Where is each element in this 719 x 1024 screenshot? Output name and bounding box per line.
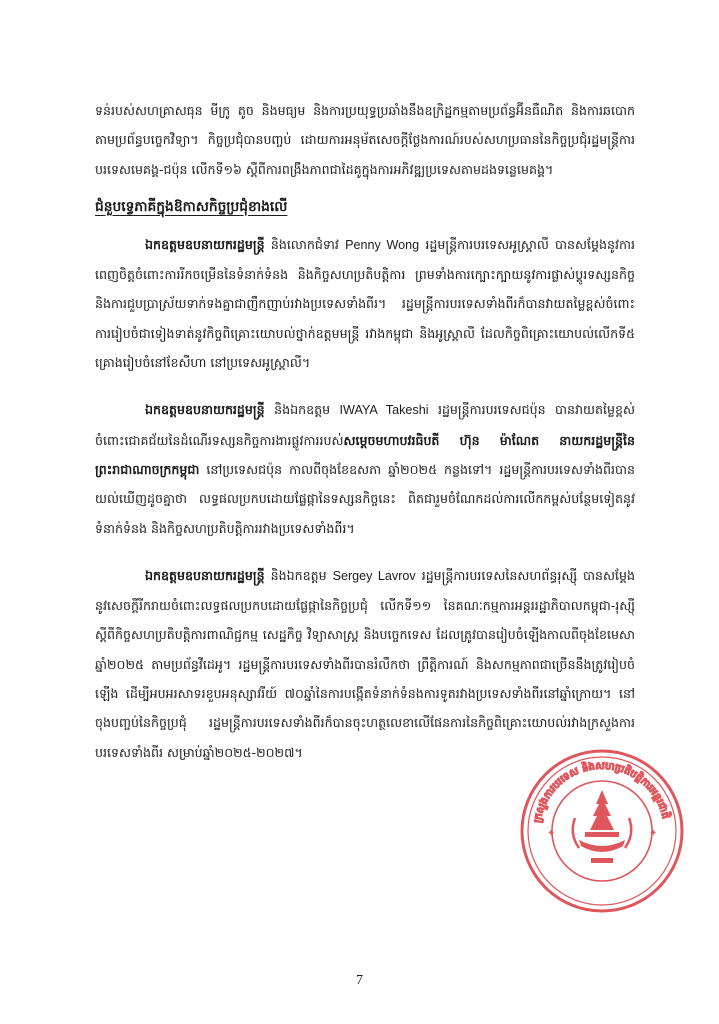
page-number: 7 (356, 973, 363, 988)
svg-text:✦: ✦ (649, 828, 658, 839)
paragraph-japan (95, 395, 635, 542)
paragraph-text: នៅប្រទេសជប៉ុន កាលពីចុងខែឧសភា ឆ្នាំ២០២៥ កន្លងទៅ។ រដ្ឋមន្ត្រីការបរទេសទាំងពីរបានយល់ឃើញដូចគ្នាថា លទ្ធផលប្រកបដោយផ្លែផ្កានៃទស្សនកិច្ចនេះ ពិតជារួមចំណែកដល់ការលើកកម្ពស់បន្ថែមទៀតនូវទំនាក់ទំនង និងកិច្ចសហប្រតិបត្តិការរវាងប្រទេសទាំងពីរ។ (95, 461, 635, 536)
official-title: ឯកឧត្តមឧបនាយករដ្ឋមន្ត្រី (145, 236, 265, 252)
official-title: ឯកឧត្តមឧបនាយករដ្ឋមន្ត្រី (145, 567, 265, 583)
minister-name: Sergey Lavrov (332, 568, 416, 583)
prime-minister-title: សម្ដេចមហាបវរធិបតី ហ៊ុន ម៉ាណែត នាយករដ្ឋមន្ត្រីនៃព្រះរាជាណាចក្រកម្ពុជា (95, 432, 635, 477)
section-heading: ជំនួបទ្វេភាគីក្នុងឱកាសកិច្ចប្រជុំខាងលើ (95, 198, 288, 215)
svg-text:✦: ✦ (547, 828, 556, 839)
document-body (95, 96, 635, 767)
paragraph-australia (95, 230, 635, 377)
paragraph-text: និងឯកឧត្តម (264, 567, 333, 583)
ministry-seal (519, 748, 685, 914)
paragraph-text: រដ្ឋមន្ត្រីការបរទេសអូស្ដ្រាលី បានសម្ដែងនូវការពេញចិត្តចំពោះការរីកចម្រើននៃទំនាក់ទំនង និងកិច្ចសហប្រតិបត្តិការ ព្រមទាំងការក្បោះក្បាយនូវការផ្លាស់ប្ដូរទស្សនកិច្ច និងការជួបប្រាស្រ័យទាក់ទងគ្នាជាញឹកញាប់រវាងប្រទេសទាំងពីរ។ រដ្ឋមន្ត្រីការបរទេសទាំងពីរក៏បានវាយតម្លៃខ្ពស់ចំពោះការរៀបចំជាទៀងទាត់នូវកិច្ចពិគ្រោះយោបល់ថ្នាក់ឧត្តមមន្ត្រី រវាងកម្ពុជា និងអូស្ដ្រាលី ដែលកិច្ចពិគ្រោះយោបល់លើកទី៥ គ្រោងរៀបចំនៅខែសីហា នៅប្រទេសអូស្ដ្រាលី។ (95, 236, 635, 371)
paragraph-text: និងឯកឧត្តម (264, 402, 340, 418)
paragraph-text: រដ្ឋមន្ត្រីការបរទេសជប៉ុន បានវាយតម្លៃខ្ពស់ចំពោះជោគជ័យនៃដំណើរទស្សនកិច្ចការងារផ្លូវការរបស់ (95, 402, 636, 448)
minister-name: IWAYA Takeshi (339, 403, 429, 418)
paragraph-russia (95, 561, 635, 767)
minister-name: Penny Wong (345, 237, 420, 252)
paragraph-text: និងលោកជំទាវ (264, 236, 346, 252)
seal-ring-text: ក្រសួងការបរទេស និងសហប្រតិបត្តិការអន្តរជាតិ (532, 760, 671, 824)
paragraph-text: រដ្ឋមន្ត្រីការបរទេសនៃសហព័ន្ធរុស្ស៊ី បានសម្ដែងនូវសេចក្ដីរីករាយចំពោះលទ្ធផលប្រកបដោយផ្លែផ្កានៃកិច្ចប្រជុំ លើកទី១១ នៃគណៈកម្មការអន្តររដ្ឋាភិបាលកម្ពុជា-រុស្ស៊ី ស្ដីពីកិច្ចសហប្រតិបត្តិការពាណិជ្ជកម្ម សេដ្ឋកិច្ច វិទ្យាសាស្ត្រ និងបច្ចេកទេស ដែលត្រូវបានរៀបចំឡើងកាលពីចុងខែមេសា ឆ្នាំ២០២៥ តាមប្រព័ន្ធវីដេអូ។ រដ្ឋមន្ត្រីការបរទេសទាំងពីរបានរំលឹកថា ព្រឹត្តិការណ៍ និងសកម្មភាពជាច្រើននឹងត្រូវរៀបចំឡើង ដើម្បីអបអរសាទរខួបអនុស្សាវរីយ៍ ៧០ឆ្នាំនៃការបង្កើតទំនាក់ទំនងការទូតរវាងប្រទេសទាំងពីរនៅឆ្នាំក្រោយ។ នៅចុងបញ្ចប់នៃកិច្ចប្រជុំ រដ្ឋមន្ត្រីការបរទេសទាំងពីរក៏បានចុះហត្ថលេខាលើផែនការនៃកិច្ចពិគ្រោះយោបល់រវាងក្រសួងការបរទេសទាំងពីរ សម្រាប់ឆ្នាំ២០២៥-២០២៧។ (95, 567, 636, 760)
official-title: ឯកឧត្តមឧបនាយករដ្ឋមន្ត្រី (145, 402, 265, 418)
paragraph-continuation: ទន់របស់សហគ្រាសធុន មីក្រូ តូច និងមធ្យម និងការប្រយុទ្ធប្រឆាំងនឹងឧក្រិដ្ឋកម្មតាមប្រព័ន្ធអ៊ីនធឺណិត និងការឆបោកតាមប្រព័ន្ធបច្ចេកវិទ្យា។ កិច្ចប្រជុំបានបញ្ចប់ ដោយការអនុម័តសេចក្ដីថ្លែងការណ៍របស់សហប្រធាននៃកិច្ចប្រជុំរដ្ឋមន្ត្រីការបរទេសមេគង្គ-ជប៉ុន លើកទី១៦ ស្ដីពីការពង្រឹងភាពជាដៃគូក្នុងការអភិវឌ្ឍប្រទេសតាមដងទន្លេមេគង្គ។ (95, 103, 635, 177)
